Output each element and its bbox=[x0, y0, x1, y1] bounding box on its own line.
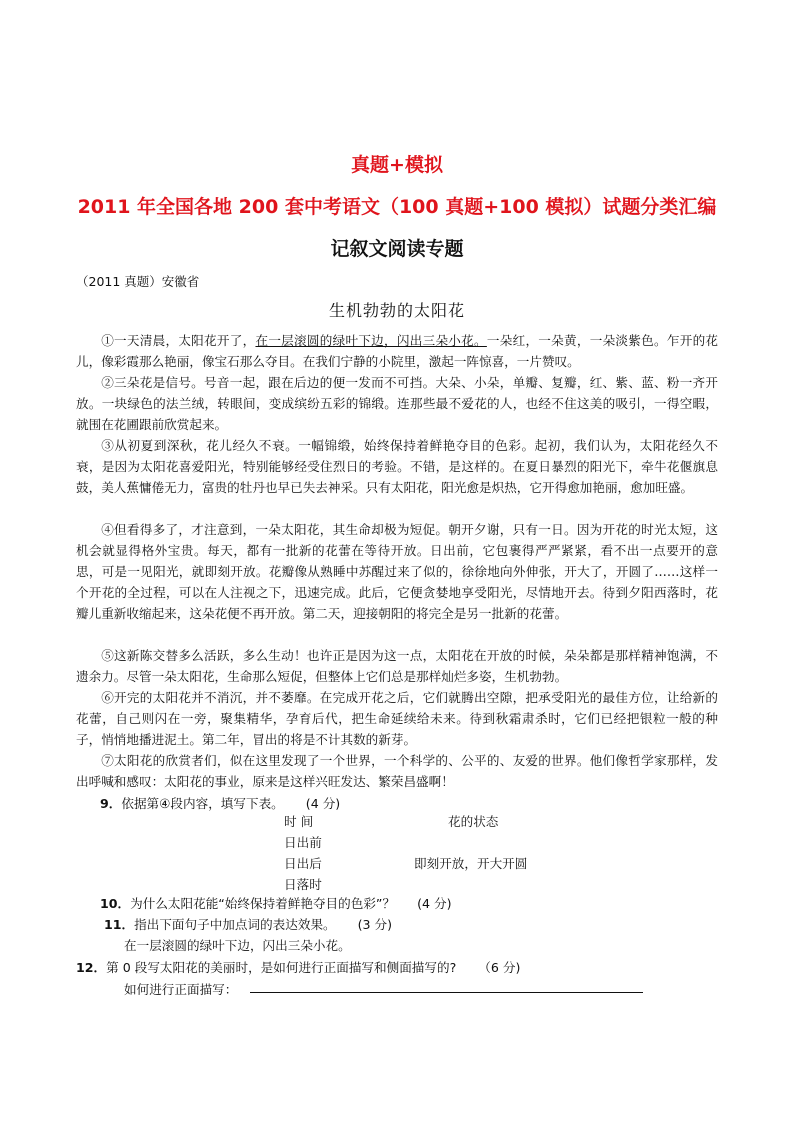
question-10 bbox=[100, 893, 452, 912]
question-11-number: 11． bbox=[104, 917, 135, 932]
paragraph-3: ③从初夏到深秋，花儿经久不衰。一幅锦缎，始终保持着鲜艳夺目的色彩。起初，我们认为，太阳花经久不衰，是因为太阳花喜爱阳光，特别能够经受住烈日的考验。不错，是这样的。在夏日暴烈的阳光下，牵牛花偃旗息鼓，美人蕉慵倦无力，富贵的牡丹也早已失去神采。只有太阳花，阳光愈是炽热，它开得愈加艳丽，愈加旺盛。 bbox=[76, 438, 718, 495]
paragraph-6: ⑥开完的太阳花并不消沉，并不萎靡。在完成开花之后，它们就腾出空隙，把承受阳光的最佳方位，让给新的花蕾，自己则闪在一旁，聚集精华，孕育后代，把生命延续给未来。待到秋霜肃杀时，它们已经把银粒一般的种子，悄悄地播进泥土。第二年，冒出的将是不计其数的新芽。 bbox=[76, 690, 718, 747]
table-row-2-state: 即刻开放，开大开圆 bbox=[414, 856, 528, 871]
collection-label: 真题+模拟 bbox=[351, 154, 443, 176]
question-9-text: 依据第④段内容，填写下表。 bbox=[121, 796, 284, 811]
source-label: （2011 真题）安徽省 bbox=[76, 274, 200, 289]
paragraph-4: ④但看得多了，才注意到，一朵太阳花，其生命却极为短促。朝开夕谢，只有一日。因为开花的时光太短，这机会就显得格外宝贵。每天，都有一批新的花蕾在等待开放。日出前，它包裹得严严紧紧，看不出一点要开的意思，可是一见阳光，就即刻开放。花瓣像从熟睡中苏醒过来了似的，徐徐地向外伸张，开大了，开圆了……这样一个开花的全过程，可以在人注视之下，迅速完成。此后，它便贪婪地享受阳光，尽情地开去。待到夕阳西落时，花瓣儿重新收缩起来，这朵花便不再开放。第二天，迎接朝阳的将完全是另一批新的花蕾。 bbox=[76, 522, 718, 621]
question-12-prompt: 如何进行正面描写： bbox=[124, 982, 238, 997]
question-12-number: 12． bbox=[76, 960, 107, 975]
question-10-number: 10． bbox=[100, 896, 131, 911]
paragraph-1 bbox=[76, 330, 718, 372]
question-12-text: 第 0 段写太阳花的美丽时，是如何进行正面描写和侧面描写的? bbox=[106, 960, 457, 975]
answer-blank-line[interactable] bbox=[250, 992, 643, 993]
table-row-1-time: 日出前 bbox=[284, 835, 322, 850]
section-title: 记叙文阅读专题 bbox=[330, 238, 464, 260]
table-header-state: 花的状态 bbox=[448, 814, 499, 829]
question-10-text: 为什么太阳花能“始终保持着鲜艳夺目的色彩”？ bbox=[130, 896, 396, 911]
question-11-text: 指出下面句子中加点词的表达效果。 bbox=[134, 917, 336, 932]
paragraph-7: ⑦太阳花的欣赏者们，似在这里发现了一个世界，一个科学的、公平的、友爱的世界。他们像哲学家那样，发出呼喊和感叹：太阳花的事业，原来是这样兴旺发达、繁荣昌盛啊！ bbox=[76, 753, 718, 789]
question-11 bbox=[104, 914, 392, 933]
table-row-3-time: 日落时 bbox=[284, 877, 322, 892]
table-row-2-time: 日出后 bbox=[284, 856, 322, 871]
question-9-points: (4 分) bbox=[305, 796, 341, 811]
question-12 bbox=[76, 957, 520, 976]
question-11-sentence: 在一层滚圆的绿叶下边，闪出三朵小花。 bbox=[124, 938, 351, 953]
table-header-time: 时 间 bbox=[284, 814, 314, 829]
question-11-points: (3 分) bbox=[357, 917, 393, 932]
story-title: 生机勃勃的太阳花 bbox=[328, 301, 465, 320]
question-9 bbox=[100, 793, 340, 812]
paragraph-1-rest: 一朵红，一朵黄，一朵淡紫色。乍开的花儿，像彩霞那么艳丽，像宝石那么夺目。在我们宁静的小院里，激起一阵惊喜，一片赞叹。 bbox=[76, 333, 719, 369]
question-9-number: 9． bbox=[100, 796, 122, 811]
underlined-sentence: 在一层滚圆的绿叶下边，闪出三朵小花。 bbox=[255, 333, 487, 348]
paragraph-5: ⑤这新陈交替多么活跃，多么生动！也许正是因为这一点，太阳花在开放的时候，朵朵都是那样精神饱满，不遗余力。尽管一朵太阳花，生命那么短促，但整体上它们总是那样灿烂多姿，生机勃勃。 bbox=[76, 648, 718, 684]
paragraph-2: ②三朵花是信号。号音一起，跟在后边的便一发而不可挡。大朵、小朵，单瓣、复瓣，红、紫、蓝、粉一齐开放。一块绿色的法兰绒，转眼间，变成缤纷五彩的锦缎。连那些最不爱花的人，也经不住这美的吸引，一得空暇，就围在花圃跟前欣赏起来。 bbox=[76, 375, 718, 432]
question-10-points: (4 分) bbox=[417, 896, 452, 911]
document-title: 2011 年全国各地 200 套中考语文（100 真题+100 模拟）试题分类汇编 bbox=[77, 196, 717, 218]
question-12-points: （6 分) bbox=[478, 960, 521, 975]
paragraph-1-start: ①一天清晨，太阳花开了， bbox=[101, 333, 256, 348]
